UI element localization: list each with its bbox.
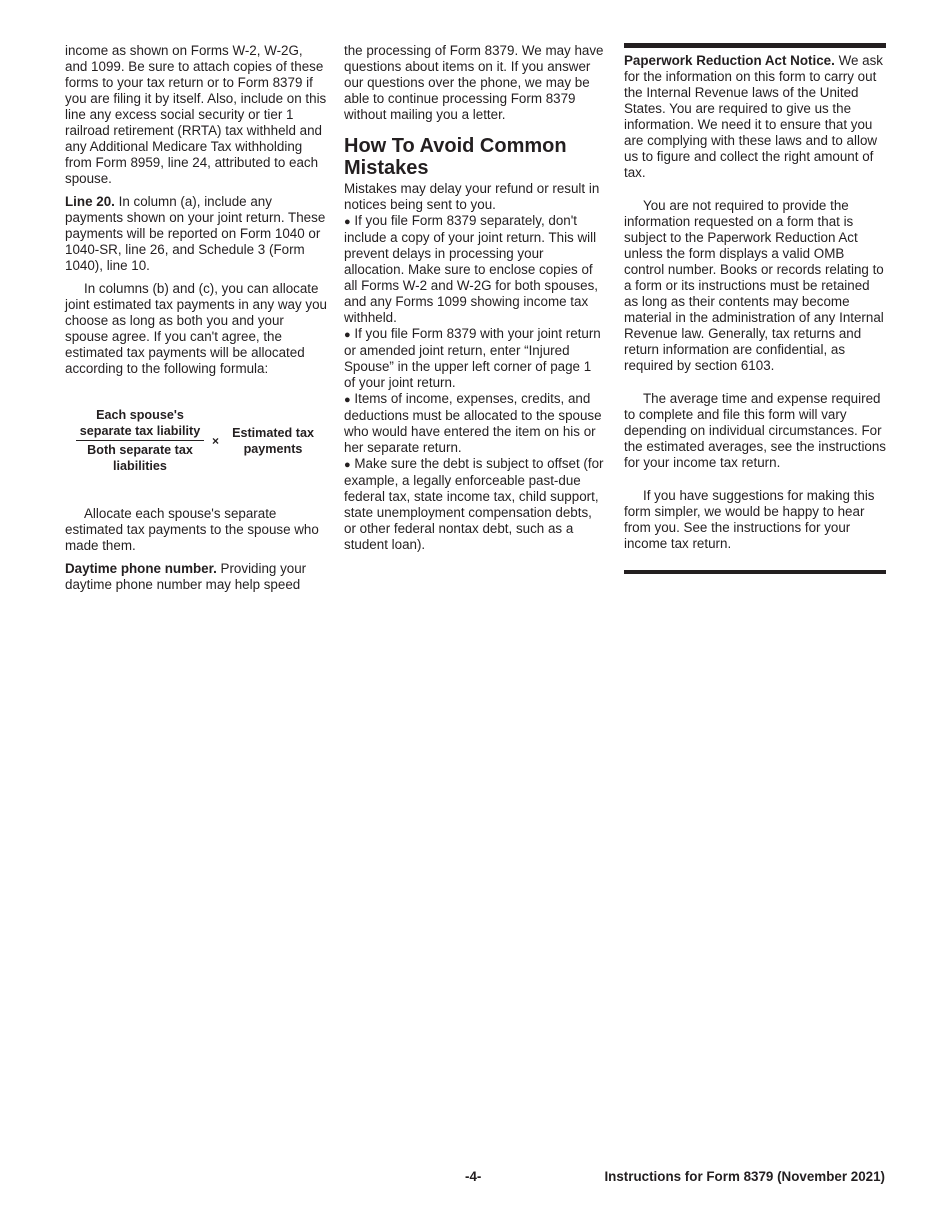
phone-text: Providing your daytime phone number may help speed (65, 561, 307, 592)
bullet-dot-icon: ● (344, 459, 351, 471)
formula-times-operator: × (212, 433, 220, 448)
paragraph-omb: You are not required to provide the information requested on a form that is subject to the Paperwork Reduction Act unless the form displays a valid OMB control number. Books or records relating to a form or its instructions must be retained as long as their contents may become material in the administration of any Internal Revenue law. Generally, tax returns and return information are confidential, as required by section 6103. (624, 198, 884, 373)
column-3 (624, 43, 886, 574)
bullet-text: Make sure the debt is subject to offset (for example, a legally enforceable past-due federal tax, state income tax, child support, state unemployment compensation debts, or other federal nontax debt, such as a student loan). (344, 456, 604, 552)
bullet-text: Items of income, expenses, credits, and deductions must be allocated to the spouse who would have entered the item on his or her separate return. (344, 391, 602, 455)
column-2 (344, 43, 606, 553)
paragraph-allocate-separate: Allocate each spouse's separate estimated tax payments to the spouse who made them. (65, 506, 319, 553)
bullet-item (344, 456, 606, 553)
paragraph-allocate-estimated: In columns (b) and (c), you can allocate joint estimated tax payments in any way you choose as long as both you and your spouse agree. If you can't agree, the estimated tax payments will be allocated according to the following formula: (65, 281, 327, 376)
phone-heading: Daytime phone number. (65, 561, 217, 576)
paragraph-phone (65, 561, 327, 593)
notice-bottom-rule (624, 570, 886, 574)
column-1 (65, 43, 327, 600)
paragraph-income: income as shown on Forms W-2, W-2G, and 1099. Be sure to attach copies of these forms to your tax return or to Form 8379 if you are filing it by itself. Also, include on this line any excess social security or tier 1 railroad retirement (RRTA) tax withheld and any Additional Medicare Tax withholding from Form 8959, line 24, attributed to each spouse. (65, 43, 327, 186)
footer-title: Instructions for Form 8379 (November 2021) (604, 1169, 885, 1184)
formula-fraction (76, 407, 204, 474)
formula-numerator: Each spouse's separate tax liability (76, 407, 204, 441)
notice-text: We ask for the information on this form to carry out the Internal Revenue laws of the United States. You are required to give us the information. We need it to ensure that you are complying with these laws and to allow us to figure and collect the right amount of tax. (624, 53, 883, 180)
bullet-text: If you file Form 8379 separately, don't include a copy of your joint return. This will prevent delays in processing your allocation. Make sure to enclose copies of all Forms W-2 and W-2G for both spouses, and any Forms 1099 showing income tax withheld. (344, 213, 599, 325)
line20-heading: Line 20. (65, 194, 115, 209)
line20-text: In column (a), include any payments shown on your joint return. These payments will be reported on Form 1040 or 1040-SR, line 26, and Schedule 3 (Form 1040), line 10. (65, 194, 326, 273)
allocation-formula (76, 407, 327, 474)
notice-heading: Paperwork Reduction Act Notice. (624, 53, 835, 68)
bullet-item (344, 326, 606, 391)
paragraph-line20 (65, 194, 327, 274)
paragraph-suggestions: If you have suggestions for making this form simpler, we would be happy to hear from you. See the instructions for your income tax return. (624, 488, 875, 551)
bullet-dot-icon: ● (344, 394, 351, 406)
formula-denominator: Both separate tax liabilities (87, 443, 193, 473)
bullet-item (344, 391, 606, 456)
paperwork-notice-box (624, 43, 886, 574)
page-number: -4- (465, 1169, 482, 1184)
paragraph-processing: the processing of Form 8379. We may have questions about items on it. If you answer our questions over the phone, we may be able to continue processing Form 8379 without mailing you a letter. (344, 43, 604, 122)
bullet-item (344, 213, 606, 326)
bullet-dot-icon: ● (344, 216, 351, 228)
bullet-text: If you file Form 8379 with your joint return or amended joint return, enter “Injured Spouse” in the upper left corner of page 1 of your joint return. (344, 326, 601, 390)
mistakes-intro: Mistakes may delay your refund or result in notices being sent to you. (344, 181, 600, 212)
paragraph-paperwork-notice (624, 53, 886, 181)
bullet-dot-icon: ● (344, 329, 351, 341)
formula-multiplier: Estimated tax payments (232, 425, 314, 456)
paragraph-time-expense: The average time and expense required to complete and file this form will vary depending on individual circumstances. For the estimated averages, see the instructions for your income tax return. (624, 391, 887, 470)
section-heading-common-mistakes: How To Avoid Common Mistakes (344, 135, 567, 179)
